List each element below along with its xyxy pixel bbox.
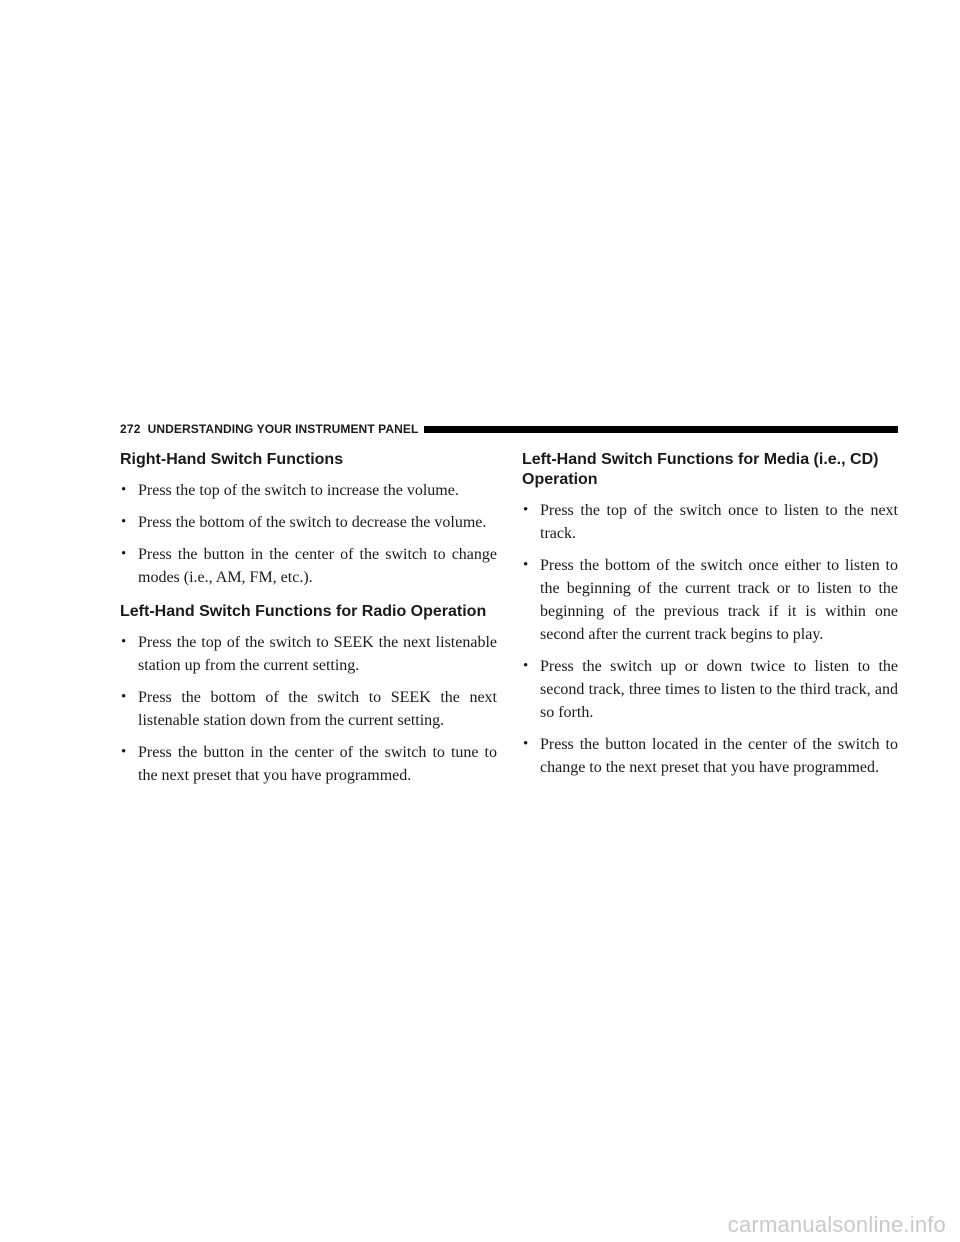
bullet-icon: • — [121, 546, 127, 562]
left-hand-media-list — [522, 499, 898, 779]
heading-left-hand-radio: Left-Hand Switch Functions for Radio Operation — [120, 603, 487, 620]
bullet-icon: • — [121, 514, 127, 530]
left-hand-radio-list — [120, 631, 497, 787]
bullet-icon: • — [523, 736, 529, 752]
header-rule — [424, 426, 898, 433]
bullet-icon: • — [121, 634, 127, 650]
watermark: carmanualsonline.info — [727, 1212, 946, 1237]
list-item: • Press the bottom of the switch once either to listen to the beginning of the current track or to listen to the beginning of the previous track if it is within one second after the current track begins to play. — [522, 554, 898, 646]
list-item: • Press the top of the switch to increase the volume. — [120, 479, 497, 502]
page-number: 272 — [120, 422, 141, 436]
bullet-icon: • — [121, 744, 127, 760]
bullet-icon: • — [523, 658, 529, 674]
heading-left-hand-media: Left-Hand Switch Functions for Media (i.e., CD) Operation — [522, 451, 879, 488]
list-item: • Press the top of the switch to SEEK the next listenable station up from the current setting. — [120, 631, 497, 677]
list-item: • Press the button in the center of the switch to tune to the next preset that you have programmed. — [120, 741, 497, 787]
bullet-icon: • — [523, 502, 529, 518]
right-hand-switch-list — [120, 479, 497, 589]
bullet-icon: • — [121, 689, 127, 705]
list-item: • Press the top of the switch once to listen to the next track. — [522, 499, 898, 545]
list-item: • Press the bottom of the switch to SEEK the next listenable station down from the current setting. — [120, 686, 497, 732]
list-item: • Press the switch up or down twice to listen to the second track, three times to listen to the third track, and so forth. — [522, 655, 898, 724]
list-item: • Press the button located in the center of the switch to change to the next preset that you have programmed. — [522, 733, 898, 779]
right-column — [522, 450, 898, 788]
heading-right-hand-switch: Right-Hand Switch Functions — [120, 451, 344, 468]
list-item: • Press the button in the center of the switch to change modes (i.e., AM, FM, etc.). — [120, 543, 497, 589]
bullet-icon: • — [523, 557, 529, 573]
bullet-icon: • — [121, 482, 127, 498]
list-item: • Press the bottom of the switch to decrease the volume. — [120, 511, 497, 534]
left-column — [120, 450, 497, 796]
page-header — [120, 421, 898, 437]
section-title: UNDERSTANDING YOUR INSTRUMENT PANEL — [147, 422, 419, 436]
